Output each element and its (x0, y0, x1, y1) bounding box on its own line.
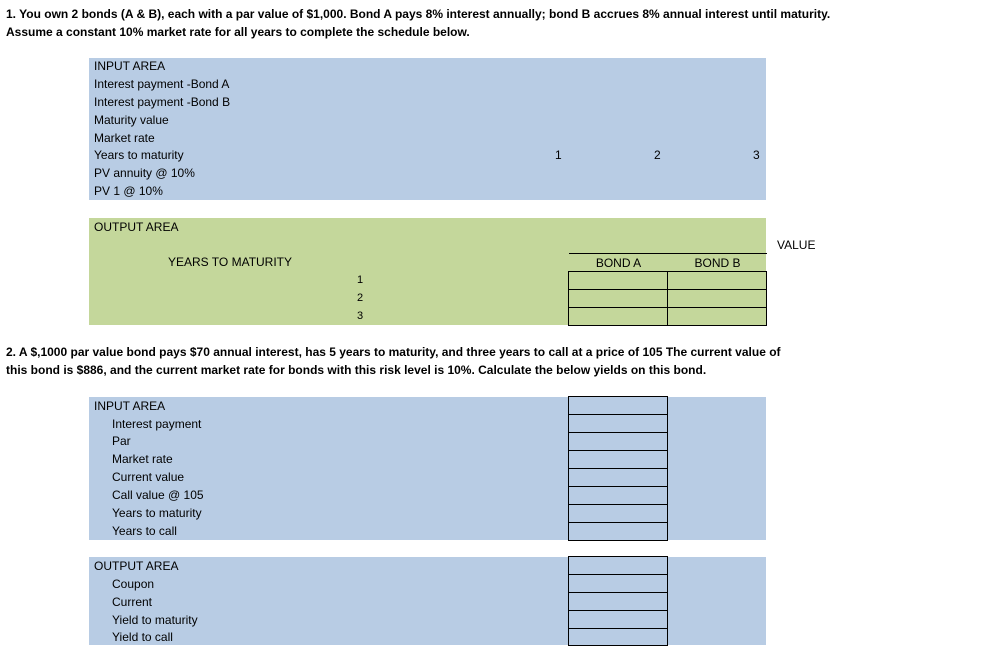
q1-year-2: 2 (654, 148, 661, 162)
q2-input-cell-7[interactable] (568, 504, 668, 523)
q2-output-cell-2[interactable] (568, 574, 668, 593)
q2-output-cell-5[interactable] (568, 628, 668, 646)
q2-output-cell-4[interactable] (568, 610, 668, 629)
q2-text-line2: this bond is $886, and the current market rate for bonds with this risk level is 10%. Calculate the below yields on this bond. (6, 363, 707, 377)
q2-input-cell-1[interactable] (568, 396, 668, 415)
q1-bond-b-year3-cell[interactable] (667, 307, 767, 326)
q1-input-row-years: Years to maturity (94, 148, 184, 162)
q1-value-header: VALUE (777, 238, 816, 252)
q2-output-title: OUTPUT AREA (94, 559, 179, 573)
q2-output-row-coupon: Coupon (112, 577, 155, 591)
q1-input-row-market-rate: Market rate (94, 131, 155, 145)
q1-bond-b-year1-cell[interactable] (667, 271, 767, 290)
q1-input-row-pv1: PV 1 @ 10% (94, 184, 163, 198)
q2-input-row-call-value: Call value @ 105 (112, 488, 204, 502)
q1-input-area (89, 58, 766, 200)
q1-output-title: OUTPUT AREA (94, 220, 179, 234)
q1-bond-a-header: BOND A (595, 256, 642, 270)
q2-input-cell-2[interactable] (568, 414, 668, 433)
q2-input-row-years-maturity: Years to maturity (112, 506, 202, 520)
q2-input-cell-6[interactable] (568, 486, 668, 505)
q1-bond-b-year2-cell[interactable] (667, 289, 767, 308)
q1-output-year-2: 2 (356, 292, 364, 304)
q2-input-cell-5[interactable] (568, 468, 668, 487)
q1-text-line1: 1. You own 2 bonds (A & B), each with a par value of $1,000. Bond A pays 8% interest annually; bond B accrues 8% annual interest until maturity. (6, 7, 831, 21)
q2-output-cell-1[interactable] (568, 556, 668, 575)
q1-bond-b-header: BOND B (694, 256, 741, 270)
q1-input-row-interest-a: Interest payment -Bond A (94, 77, 230, 91)
q2-output-row-current: Current (112, 595, 153, 609)
q1-text-line2: Assume a constant 10% market rate for all years to complete the schedule below. (6, 25, 470, 39)
q1-input-row-interest-b: Interest payment -Bond B (94, 95, 231, 109)
q1-output-year-3: 3 (356, 310, 364, 322)
q1-output-year-1: 1 (356, 274, 364, 286)
q2-input-row-years-call: Years to call (112, 524, 177, 538)
q2-input-row-par: Par (112, 434, 131, 448)
q2-output-row-ytc: Yield to call (112, 630, 173, 644)
q1-bond-a-year1-cell[interactable] (568, 271, 668, 290)
q2-input-row-market-rate: Market rate (112, 452, 173, 466)
q1-input-title: INPUT AREA (94, 59, 166, 73)
q1-year-1: 1 (555, 148, 562, 162)
q2-input-title: INPUT AREA (94, 399, 166, 413)
q2-input-cell-8[interactable] (568, 522, 668, 541)
q2-output-row-ytm: Yield to maturity (112, 613, 198, 627)
q1-years-to-maturity-label: YEARS TO MATURITY (168, 255, 293, 269)
q1-bond-a-year2-cell[interactable] (568, 289, 668, 308)
q1-year-3: 3 (753, 148, 760, 162)
q2-input-cell-3[interactable] (568, 432, 668, 451)
q2-text-line1: 2. A $,1000 par value bond pays $70 annual interest, has 5 years to maturity, and three years to call at a price of 105 The current value of (6, 345, 781, 359)
q2-input-row-interest: Interest payment (112, 417, 202, 431)
q2-input-cell-4[interactable] (568, 450, 668, 469)
q1-bond-a-year3-cell[interactable] (568, 307, 668, 326)
q2-output-cell-3[interactable] (568, 592, 668, 611)
q1-input-row-pv-annuity: PV annuity @ 10% (94, 166, 195, 180)
q2-input-row-current-value: Current value (112, 470, 185, 484)
q1-input-row-maturity-value: Maturity value (94, 113, 169, 127)
